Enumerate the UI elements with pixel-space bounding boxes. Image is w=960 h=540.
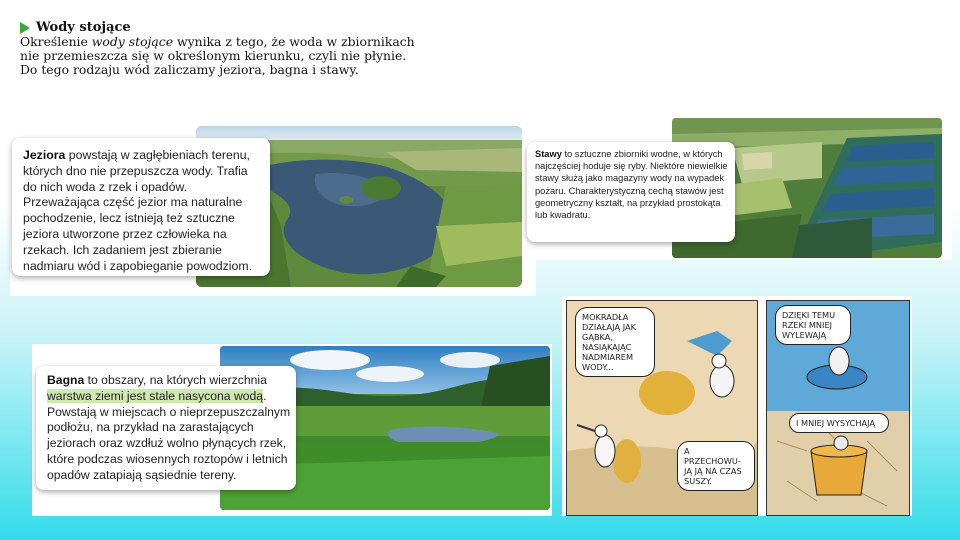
comic-bubble-2: A PRZECHOWU-JĄ JĄ NA CZAS SUSZY. — [677, 441, 755, 491]
comic-bubble-4: I MNIEJ WYSYCHAJĄ — [789, 413, 889, 433]
pond-info-card — [527, 142, 735, 242]
lake-term: Jeziora — [23, 148, 66, 162]
marsh-body-1: to obszary, na których wierzchnia — [84, 373, 267, 387]
marsh-description — [47, 373, 291, 484]
lake-description — [23, 148, 263, 274]
marsh-body-2: . Powstają w miejscach o nieprzepuszczalnym podłożu, na przykład na zarastających jeziorach oraz wzdłuż wolno płynących rzek, które podczas wiosennych roztopów i letnich opadów zatapiają sąsiednie tereny. — [47, 388, 291, 482]
intro-line2: nie przemieszcza się w określonym kierunku, czyli nie płynie. — [20, 48, 407, 63]
intro-block — [14, 14, 514, 86]
intro-title-row — [20, 20, 131, 35]
pond-term: Stawy — [535, 149, 562, 159]
intro-title: Wody stojące — [36, 20, 131, 35]
pond-body: to sztuczne zbiorniki wodne, w których najczęściej hoduje się ryby. Niektóre niewielkie stawy służą jako magazyny wody na wypadek pożaru. Charakterystyczną cechą stawów jest geometryczny kształt, na przykład prostokąta lub kwadratu. — [535, 149, 728, 221]
wetland-comic — [562, 296, 912, 516]
comic-frame-right — [766, 300, 910, 516]
comic-bubble-3: DZIĘKI TEMU RZEKI MNIEJ WYLEWAJĄ — [775, 305, 851, 345]
intro-line1-post: wynika z tego, że woda w zbiornikach — [173, 34, 415, 49]
marsh-term: Bagna — [47, 373, 85, 387]
marsh-info-card — [36, 366, 296, 490]
lake-info-card — [12, 138, 270, 276]
lake-body: powstają w zagłębieniach terenu, których dno nie przepuszcza wody. Trafia do nich woda z rzek i opadów. Przeważająca część jezior ma naturalne pochodzenie, lecz istnieją też sztuczne jeziora utworzone przez człowieka na rzekach. Ich zadaniem jest zbieranie nadmiaru wód i zapobieganie powodziom. — [23, 148, 252, 273]
comic-bubble-1: MOKRADŁA DZIAŁAJĄ JAK GĄBKA, NASIĄKAJĄC NADMIAREM WODY... — [575, 307, 655, 377]
comic-frame-left — [566, 300, 758, 516]
intro-line1-pre: Określenie — [20, 34, 92, 49]
marsh-highlight: warstwa ziemi jest stale nasycona wodą — [47, 388, 264, 403]
play-triangle-icon — [20, 22, 30, 34]
intro-paragraph — [20, 35, 510, 77]
intro-line1-emphasis: wody stojące — [91, 34, 174, 49]
intro-line3: Do tego rodzaju wód zaliczamy jeziora, bagna i stawy. — [20, 62, 359, 77]
pond-description — [535, 148, 731, 221]
